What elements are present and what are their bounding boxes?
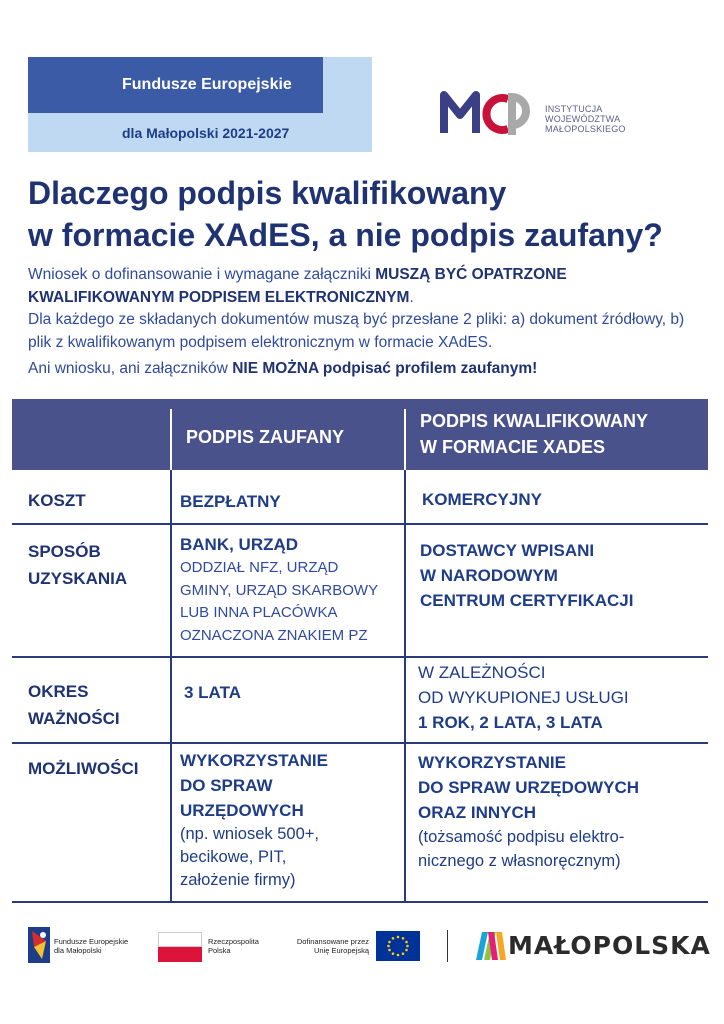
fe-subtitle: dla Małopolski 2021-2027 (122, 124, 290, 141)
row-divider (12, 656, 708, 658)
label-okres: OKRES WAŻNOŚCI (28, 682, 120, 728)
footer-eu-text: Dofinansowane przez Unię Europejską (296, 937, 369, 955)
okres-kwalifikowany: W ZALEŻNOŚCI OD WYKUPIONEJ USŁUGI 1 ROK, 2 LATA, 3 LATA (418, 663, 629, 732)
koszt-zaufany: BEZPŁATNY (180, 492, 281, 511)
header-kwalifikowany: PODPIS KWALIFIKOWANY W FORMACIE XADES (420, 411, 649, 457)
sposob-zaufany: BANK, URZĄD ODDZIAŁ NFZ, URZĄD GMINY, URZĄD SKARBOWY LUB INNA PLACÓWKA OZNACZONA ZNAKIEM PZ (180, 535, 379, 644)
label-sposob: SPOSÓB UZYSKANIA (28, 542, 128, 588)
koszt-kwalifikowany: KOMERCYJNY (422, 490, 542, 509)
header-divider (404, 409, 406, 470)
row-divider (12, 901, 708, 903)
header-zaufany: PODPIS ZAUFANY (186, 427, 345, 447)
label-mozliwosci: MOŻLIWOŚCI (28, 759, 139, 778)
row-divider (12, 523, 708, 525)
footer-fe-text: Fundusze Europejskie dla Małopolski (54, 937, 129, 955)
column-divider (170, 470, 172, 902)
intro-text: Wniosek o dofinansowanie i wymagane załączniki MUSZĄ BYĆ OPATRZONE KWALIFIKOWANYM PODPISEM ELEKTRONICZNYM. Dla każdego ze składanych dokumentów muszą być przesłane 2 pliki: a) dokument źródłowy, b) plik z kwalifikowanym podpisem elektronicznym w formacie XAdES. Ani wniosku, ani załączników NIE MOŻNA podpisać profilem zaufanym! (28, 266, 685, 377)
sposob-kwalifikowany: DOSTAWCY WPISANI W NARODOWYM CENTRUM CERTYFIKACJI (420, 541, 634, 610)
malopolska-wordmark: MAŁOPOLSKA (508, 931, 711, 960)
poland-flag-red (158, 947, 202, 962)
label-koszt: KOSZT (28, 491, 86, 510)
mozliwosci-zaufany: WYKORZYSTANIE DO SPRAW URZĘDOWYCH (np. wniosek 500+, becikowe, PIT, założenie firmy) (180, 751, 328, 889)
fe-title: Fundusze Europejskie (28, 57, 323, 113)
institution-name: INSTYTUCJA WOJEWÓDZTWA MAŁOPOLSKIEGO (545, 104, 626, 134)
footer-rp-text: Rzeczpospolita Polska (208, 937, 259, 955)
poland-flag-icon (158, 932, 202, 947)
eu-flag-icon (376, 931, 420, 961)
malopolska-logo-icon (476, 932, 506, 960)
okres-zaufany: 3 LATA (184, 683, 241, 702)
mozliwosci-kwalifikowany: WYKORZYSTANIE DO SPRAW URZĘDOWYCH ORAZ INNYCH (tożsamość podpisu elektro- nicznego z własnoręcznym) (418, 753, 639, 870)
footer-separator (447, 930, 448, 962)
header-divider (170, 409, 172, 470)
fe-logo-icon (28, 927, 50, 963)
column-divider (404, 470, 406, 902)
page-title: Dlaczego podpis kwalifikowany w formacie XAdES, a nie podpis zaufany? (28, 175, 663, 253)
row-divider (12, 742, 708, 744)
mcp-logo-icon (440, 85, 540, 140)
